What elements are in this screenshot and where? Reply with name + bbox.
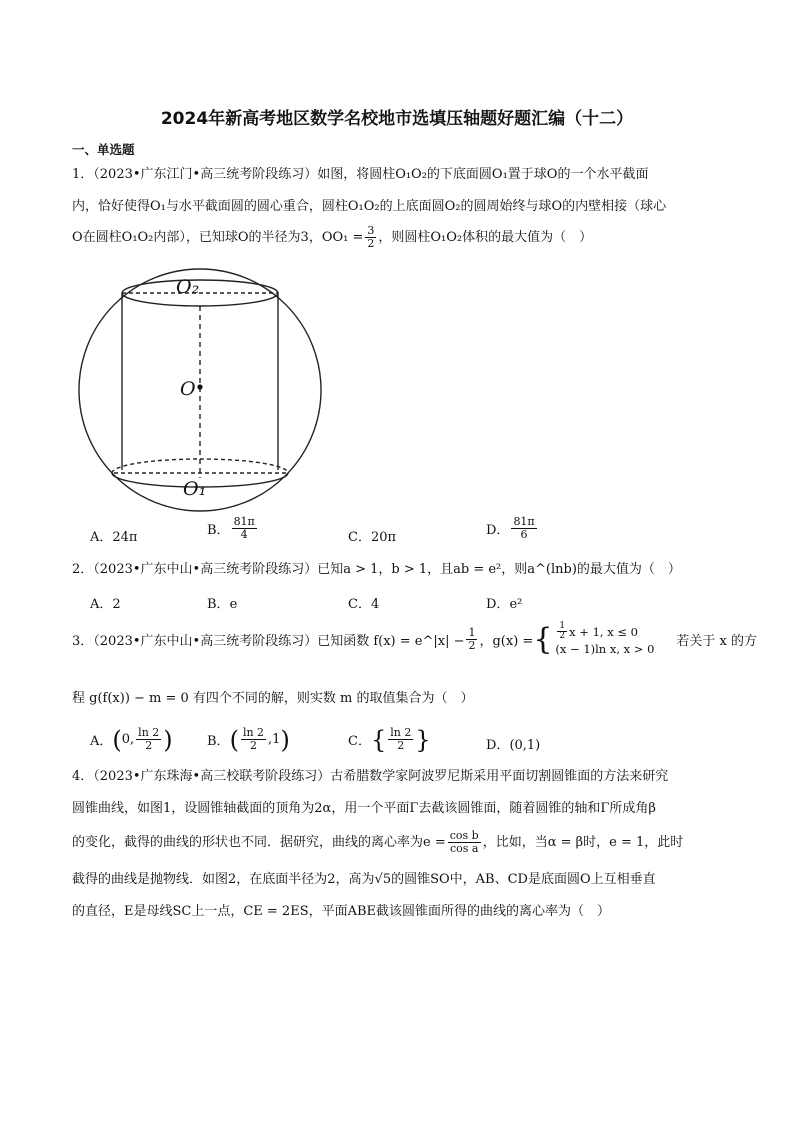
option-label: B． <box>207 523 230 538</box>
option-value: 20π <box>370 530 397 545</box>
option-label: C． <box>348 597 371 612</box>
q3-line1-suffix: 若关于 x 的方 <box>676 634 758 649</box>
option-label: A． <box>90 734 113 749</box>
option-label: A． <box>90 597 113 612</box>
option-value: 24π <box>112 530 138 545</box>
frac-den: 2 <box>559 631 566 641</box>
q3-option-a[interactable] <box>90 727 173 752</box>
frac-den: 2 <box>249 739 257 752</box>
section-heading: 一、单选题 <box>72 142 135 157</box>
case1-text: x + 1, x ≤ 0 <box>569 624 638 639</box>
frac-den: 4 <box>240 528 248 541</box>
q1-line1: 1．（2023•广东江门•高三统考阶段练习）如图，将圆柱O₁O₂的下底面圆O₁置于球O的一个水平截面 <box>72 167 649 182</box>
frac-num: ln 2 <box>242 726 265 739</box>
option-fraction <box>511 516 536 541</box>
option-label: D． <box>486 597 510 612</box>
q1-line3-suffix: ，则圆柱O₁O₂体积的最大值为（ ） <box>378 229 593 245</box>
option-value: 4 <box>370 597 380 612</box>
case1-fraction <box>557 622 567 641</box>
piecewise-cases <box>555 622 654 657</box>
q1-frac-den: 2 <box>367 237 375 250</box>
q1-fraction <box>365 225 376 250</box>
q2-option-a[interactable] <box>90 593 121 612</box>
q3-option-c[interactable] <box>348 727 431 752</box>
option-label: B． <box>207 734 230 749</box>
option-value: e² <box>509 597 523 612</box>
option-label: A． <box>90 530 113 545</box>
q4-line1: 4．（2023•广东珠海•高三校联考阶段练习）古希腊数学家阿波罗尼斯采用平面切割圆锥面的方法来研究 <box>72 769 669 784</box>
q4-line3-prefix: 的变化，截得的曲线的形状也不同．据研究，曲线的离心率为e = <box>72 834 446 850</box>
figure-label-o: O <box>180 378 196 400</box>
frac-num: 81π <box>233 515 255 528</box>
q4-line2: 圆锥曲线，如图1，设圆锥轴截面的顶角为2α，用一个平面Γ去截该圆锥面，随着圆锥的轴和Γ所成角β <box>72 801 656 816</box>
q2-option-c[interactable] <box>348 593 379 612</box>
q3-half-fraction <box>466 627 477 652</box>
option-right-value: ,1 <box>268 732 281 747</box>
option-close-bracket: ) <box>163 725 173 754</box>
q4-line5: 的直径，E是母线SC上一点，CE = 2ES，平面ABE截该圆锥面所得的曲线的离心率为（ ） <box>72 904 611 919</box>
option-value: e <box>229 597 238 612</box>
option-fraction <box>388 727 413 752</box>
frac-num: 1 <box>559 621 566 631</box>
frac-num: ln 2 <box>138 726 160 739</box>
frac-den: cos a <box>449 842 479 855</box>
q4-line3-suffix: ，比如，当α = β时，e = 1，此时 <box>482 834 684 850</box>
option-label: C． <box>348 530 371 545</box>
option-fraction <box>232 516 257 541</box>
frac-den: 2 <box>468 639 476 652</box>
frac-num: ln 2 <box>390 726 412 739</box>
piecewise-case-1 <box>555 622 654 641</box>
q1-frac-num: 3 <box>367 224 375 237</box>
option-value: 2 <box>112 597 121 612</box>
q3-line1 <box>72 622 757 657</box>
q2-option-b[interactable] <box>207 593 237 612</box>
piecewise-brace: { <box>533 621 553 657</box>
option-open-bracket: ( <box>112 725 122 754</box>
q1-option-c[interactable] <box>348 526 396 545</box>
option-label: D． <box>486 738 510 753</box>
piecewise-case-2: (x − 1)ln x, x > 0 <box>555 642 655 656</box>
sphere-cylinder-figure <box>70 262 330 512</box>
option-open-bracket: { <box>370 725 387 754</box>
frac-num: 81π <box>513 515 535 528</box>
option-left-value: 0, <box>121 732 135 747</box>
q4-line4: 截得的曲线是抛物线．如图2，在底面半径为2，高为√5的圆锥SO中，AB、CD是底面圆O上互相垂直 <box>72 872 656 887</box>
frac-den: 2 <box>397 739 405 752</box>
option-label: D． <box>486 523 510 538</box>
figure-label-o1: O₁ <box>183 478 207 500</box>
q3-line2: 程 g(f(x)) − m = 0 有四个不同的解，则实数 m 的取值集合为（ ） <box>72 691 474 706</box>
frac-den: 2 <box>145 739 153 752</box>
figure-label-o2: O₂ <box>176 276 200 298</box>
q1-line3-prefix: O在圆柱O₁O₂内部），已知球O的半径为3，OO₁ = <box>72 229 364 245</box>
option-fraction <box>136 727 161 752</box>
option-close-bracket: ) <box>280 725 290 754</box>
q1-line3 <box>72 225 592 250</box>
option-fraction <box>241 727 266 752</box>
q1-option-b[interactable] <box>207 516 259 541</box>
option-close-bracket: } <box>415 725 431 754</box>
q1-option-d[interactable] <box>486 516 539 541</box>
frac-den: 6 <box>520 528 528 541</box>
q4-line3 <box>72 830 683 855</box>
q3-option-d[interactable] <box>486 734 540 753</box>
option-label: B． <box>207 597 230 612</box>
page-title: 2024年新高考地区数学名校地市选填压轴题好题汇编（十二） <box>160 109 634 129</box>
q3-option-b[interactable] <box>207 727 290 752</box>
option-label: C． <box>348 734 371 749</box>
q3-line1-mid: ，g(x) = <box>479 634 534 649</box>
sphere-center-dot <box>197 384 202 389</box>
eccentricity-fraction <box>448 830 481 855</box>
option-value: (0,1) <box>509 738 541 753</box>
q2-option-d[interactable] <box>486 593 522 612</box>
q1-option-a[interactable] <box>90 526 137 545</box>
q1-line2: 内，恰好使得O₁与水平截面圆的圆心重合，圆柱O₁O₂的上底面圆O₂的圆周始终与球O的内壁相接（球心 <box>72 199 667 214</box>
q2-line1: 2．（2023•广东中山•高三统考阶段练习）已知a > 1，b > 1，且ab = e²，则a^(lnb)的最大值为（ ） <box>72 562 681 577</box>
option-open-bracket: ( <box>229 725 239 754</box>
frac-num: cos b <box>449 829 479 842</box>
frac-num: 1 <box>468 626 476 639</box>
q3-line1-prefix: 3．（2023•广东中山•高三统考阶段练习）已知函数 f(x) = e^|x| − <box>72 634 465 649</box>
